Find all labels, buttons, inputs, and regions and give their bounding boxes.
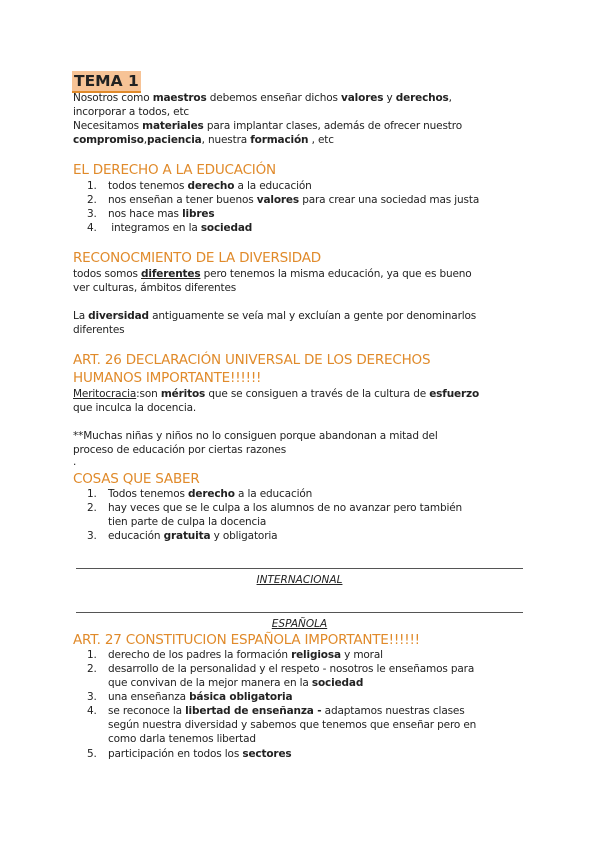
section-heading-art26: ART. 26 DECLARACIÓN UNIVERSAL DE LOS DERECHOS — [73, 352, 431, 368]
diversidad-line-1: todos somos diferentes pero tenemos la misma educación, ya que es bueno — [73, 268, 472, 280]
list-item: 4. integramos en la sociedad — [87, 222, 253, 234]
meritocracia-line-1: Meritocracia:son méritos que se consiguen a través de la cultura de esfuerzo — [73, 388, 480, 400]
intro-line-2: incorporar a todos, etc — [73, 106, 190, 118]
intro-line-4: compromiso,paciencia, nuestra formación , etc — [73, 134, 334, 146]
list-item-continuation: según nuestra diversidad y sabemos que tenemos que enseñar pero en — [108, 719, 477, 731]
section-heading-derecho: EL DERECHO A LA EDUCACIÓN — [73, 162, 276, 178]
note-line-1: **Muchas niñas y niños no lo consiguen porque abandonan a mitad del — [73, 430, 438, 442]
list-item: 1. derecho de los padres la formación religiosa y moral — [87, 649, 383, 661]
list-item-continuation: como darla tenemos libertad — [108, 733, 256, 745]
stray-dot: . — [73, 456, 77, 468]
intro-line-1: Nosotros como maestros debemos enseñar dichos valores y derechos, — [73, 92, 452, 104]
section-heading-cosas: COSAS QUE SABER — [73, 471, 200, 487]
note-line-2: proceso de educación por ciertas razones — [73, 444, 287, 456]
list-item: 3. educación gratuita y obligatoria — [87, 530, 278, 542]
intro-line-3: Necesitamos materiales para implantar clases, además de ofrecer nuestro — [73, 120, 462, 132]
list-item-continuation: que convivan de la mejor manera en la sociedad — [108, 677, 364, 689]
list-item: 4. se reconoce la libertad de enseñanza - adaptamos nuestras clases — [87, 705, 465, 717]
diversidad-line-2: ver culturas, ámbitos diferentes — [73, 282, 237, 294]
meritocracia-line-2: que inculca la docencia. — [73, 402, 197, 414]
page-title: TEMA 1 — [72, 71, 141, 93]
section-heading-art26-cont: HUMANOS IMPORTANTE!!!!!! — [73, 370, 262, 386]
diversidad-line-4: diferentes — [73, 324, 125, 336]
divider — [76, 612, 523, 613]
section-heading-diversidad: RECONOCMIENTO DE LA DIVERSIDAD — [73, 250, 321, 266]
list-item: 1. Todos tenemos derecho a la educación — [87, 488, 313, 500]
espanola-label: ESPAÑOLA — [271, 618, 328, 630]
list-item: 3. una enseñanza básica obligatoria — [87, 691, 293, 703]
list-item: 3. nos hace mas libres — [87, 208, 215, 220]
internacional-label: INTERNACIONAL — [256, 574, 343, 586]
list-item-continuation: tien parte de culpa la docencia — [108, 516, 267, 528]
list-item: 5. participación en todos los sectores — [87, 748, 292, 760]
list-item: 2. hay veces que se le culpa a los alumnos de no avanzar pero también — [87, 502, 463, 514]
list-item: 2. desarrollo de la personalidad y el respeto - nosotros le enseñamos para — [87, 663, 475, 675]
list-item: 1. todos tenemos derecho a la educación — [87, 180, 312, 192]
list-item: 2. nos enseñan a tener buenos valores para crear una sociedad mas justa — [87, 194, 480, 206]
section-heading-art27: ART. 27 CONSTITUCION ESPAÑOLA IMPORTANTE!!!!!! — [73, 632, 420, 648]
diversidad-line-3: La diversidad antiguamente se veía mal y excluían a gente por denominarlos — [73, 310, 477, 322]
divider — [76, 568, 523, 569]
